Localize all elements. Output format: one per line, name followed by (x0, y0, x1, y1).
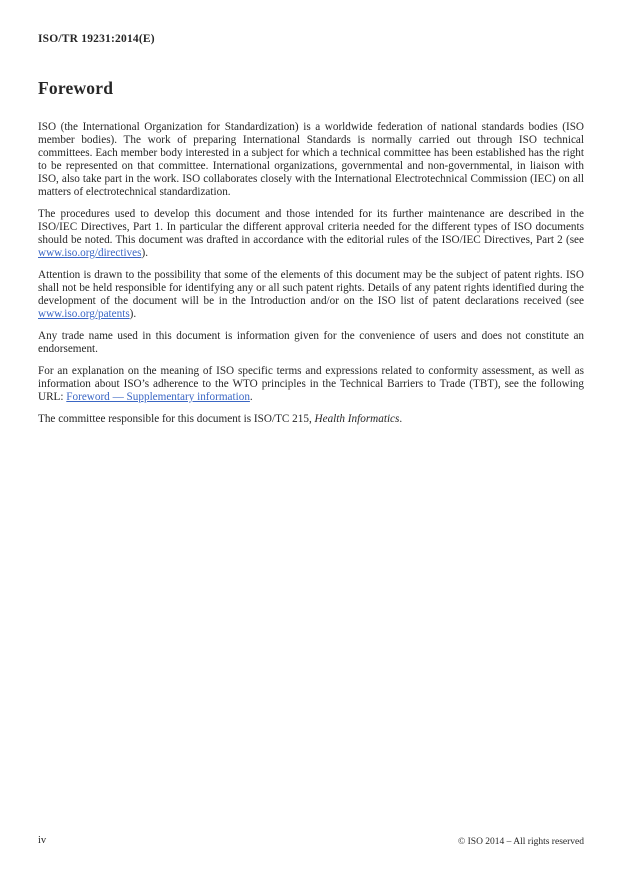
paragraph-text: . (399, 413, 403, 425)
document-reference: ISO/TR 19231:2014(E) (38, 33, 155, 45)
paragraph-text: Attention is drawn to the possibility that some of the elements of this document may be the subject of patent rights. ISO shall not be held responsible for identifying any or all such patent rights. Details of any patent rights identified during the development of the document will be in the Introduction and/or on the ISO list of patent declarations received (see (38, 269, 584, 307)
paragraph-text: The procedures used to develop this document and those intended for its further maintenance are described in the ISO/IEC Directives, Part 1. In particular the different approval criteria needed for the different types of ISO documents should be noted. This document was drafted in accordance with the editorial rules of the ISO/IEC Directives, Part 2 (see (38, 208, 584, 246)
paragraph-procedures (38, 208, 584, 260)
committee-name-italic: Health Informatics (314, 413, 400, 425)
body-text (38, 121, 584, 435)
paragraph-patent-rights (38, 269, 584, 321)
page-number: iv (38, 835, 47, 846)
link-iso-patents[interactable]: www.iso.org/patents (38, 308, 130, 320)
page-title: Foreword (38, 78, 114, 98)
paragraph-committee (38, 413, 584, 426)
paragraph-text: ). (141, 247, 148, 259)
paragraph-text: For an explanation on the meaning of ISO specific terms and expressions related to conformity assessment, as well as information about ISO’s adherence to the WTO principles in the Technical Barriers to Trade (TBT), see the following URL: (38, 365, 584, 403)
copyright-notice: © ISO 2014 – All rights reserved (458, 837, 584, 847)
paragraph-wto-tbt (38, 365, 584, 404)
paragraph-text: The committee responsible for this document is ISO/TC 215, (38, 413, 315, 425)
paragraph-text: ). (129, 308, 137, 320)
link-foreword-supplementary-information[interactable]: Foreword — Supplementary information (66, 391, 250, 403)
link-iso-directives[interactable]: www.iso.org/directives (38, 247, 142, 259)
paragraph-trade-name: Any trade name used in this document is information given for the convenience of users and does not constitute an endorsement. (38, 330, 584, 355)
paragraph-text: . (249, 391, 253, 403)
paragraph-iso-federation: ISO (the International Organization for Standardization) is a worldwide federation of national standards bodies (ISO member bodies). The work of preparing International Standards is normally carried out through ISO technical committees. Each member body interested in a subject for which a technical committee has been established has the right to be represented on that committee. International organizations, governmental and non-governmental, in liaison with ISO, also take part in the work. ISO collaborates closely with the International Electrotechnical Commission (IEC) on all matters of electrotechnical standardization. (38, 121, 584, 198)
